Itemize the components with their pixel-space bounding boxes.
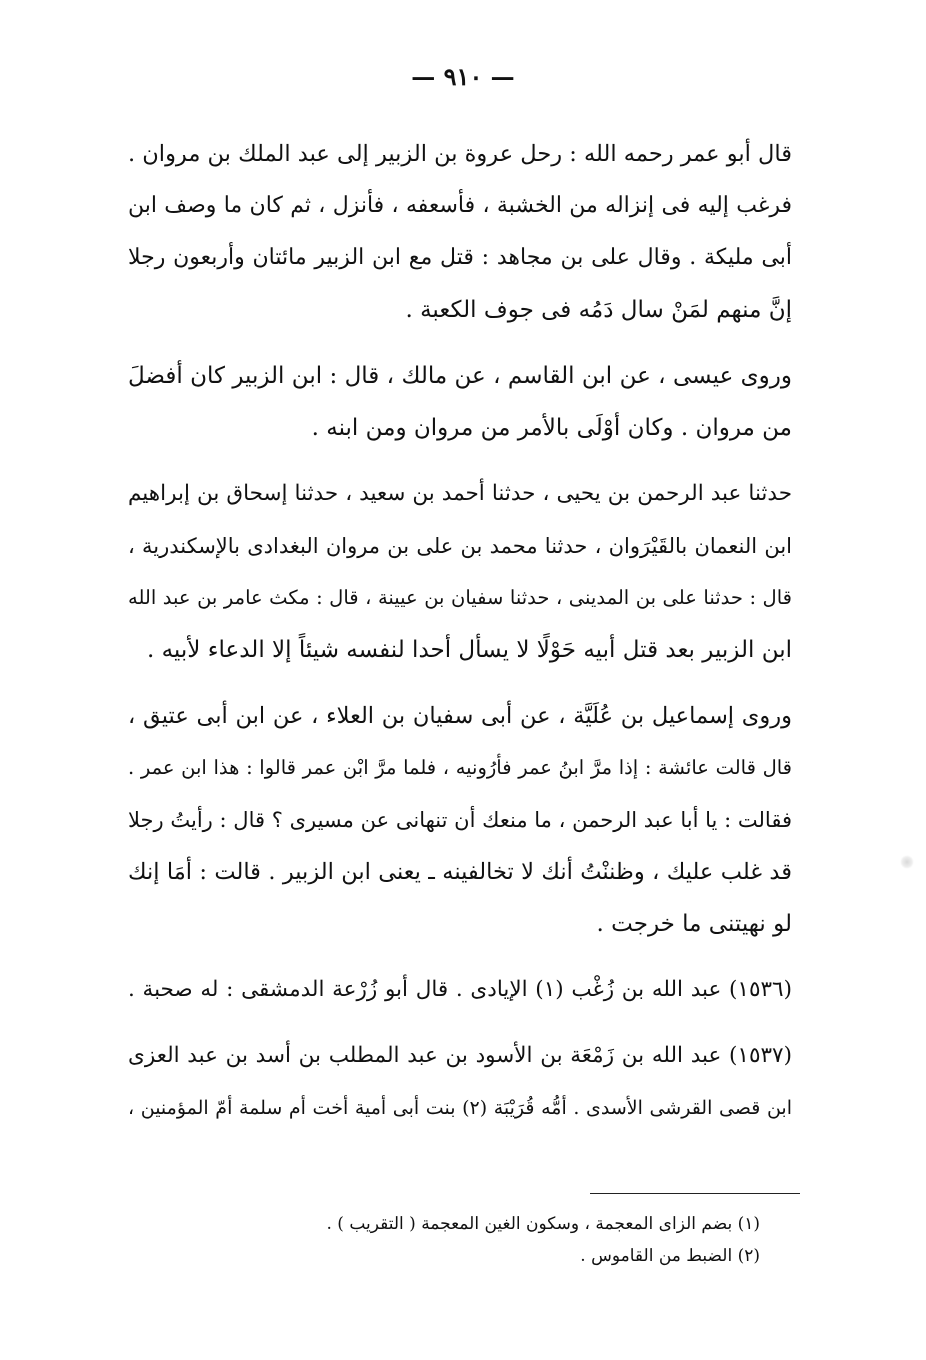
text-line: فرغب إليه فى إنزاله من الخشبة ، فأسعفه ، فأنزل ، ثم كان ما وصف ابن [128,193,792,218]
main-text [128,128,792,1148]
text-line: حدثنا عبد الرحمن بن يحيى ، حدثنا أحمد بن سعيد ، حدثنا إسحاق بن إبراهيم [128,481,792,506]
entry-1536 [128,964,792,1016]
text-line: قد غلب عليك ، وظننْتُ أنك لا تخالفينه ـ يعنى ابن الزبير . قالت : أمَا إنك [128,859,792,885]
text-line: ابن قصى القرشى الأسدى . أمُّه قُرَيْبَة (٢) بنت أبى أمية أخت أم سلمة أمّ المؤمنين ، [128,1097,792,1119]
footnotes [200,1208,760,1272]
text-line: أبى مليكة . وقال على بن مجاهد : قتل مع ابن الزبير مائتان وأربعون رجلا [128,245,792,270]
text-line: من مروان . وكان أوْلَى بالأمر من مروان ومن ابنه . [311,415,792,441]
paragraph [128,690,792,950]
paragraph [128,350,792,454]
text-line: قال قالت عائشة : إذا مرَّ ابنُ عمر فأرُونيه ، فلما مرَّ ابْن عمر قالوا : هذا ابن عمر . [128,756,792,779]
text-line: وروى عيسى ، عن ابن القاسم ، عن مالك ، قال : ابن الزبير كان أفضلَ [128,363,792,389]
text-line: إنَّ منهم لمَنْ سال دَمُه فى جوف الكعبة . [405,297,792,323]
text-line: قال أبو عمر رحمه الله : رحل عروة بن الزبير إلى عبد الملك بن مروان . [127,141,792,167]
paragraph [128,128,792,336]
text-line: لو نهيتنى ما خرجت . [596,911,792,937]
paragraph [128,468,792,676]
text-line: فقالت : يا أبا عبد الرحمن ، ما منعك أن تنهانى عن مسيرى ؟ قال : رأيتُ رجلا [128,808,792,832]
text-line: (١٥٣٧) عبد الله بن زَمْعَة بن الأسود بن عبد المطلب بن أسد بن عبد العزى [128,1043,792,1068]
entry-1537 [128,1030,792,1134]
footnote-divider [590,1193,800,1194]
footnote: (٢) الضبط من القاموس . [580,1246,760,1266]
scan-speck [900,855,914,869]
text-line: ابن النعمان بالقَيْرَوان ، حدثنا محمد بن على بن مروان البغدادى بالإسكندرية ، [128,534,792,558]
page-number: — ٩١٠ — [411,62,515,91]
text-line: (١٥٣٦) عبد الله بن زُغْب (١) الإيادى . قال أبو زُرْعة الدمشقى : له صحبة . [128,977,792,1002]
text-line: ابن الزبير بعد قتل أبيه حَوْلًا لا يسأل أحدا لنفسه شيئاً إلا الدعاء لأبيه . [146,637,792,663]
text-line: وروى إسماعيل بن عُلَيَّة ، عن أبى سفيان بن العلاء ، عن ابن أبى عتيق ، [128,703,792,729]
text-line: قال : حدثنا على بن المدينى ، حدثنا سفيان بن عيينة ، قال : مكث عامر بن عبد الله [128,586,792,609]
footnote: (١) بضم الزاى المعجمة ، وسكون الغين المعجمة ( التقريب ) . [326,1214,760,1234]
